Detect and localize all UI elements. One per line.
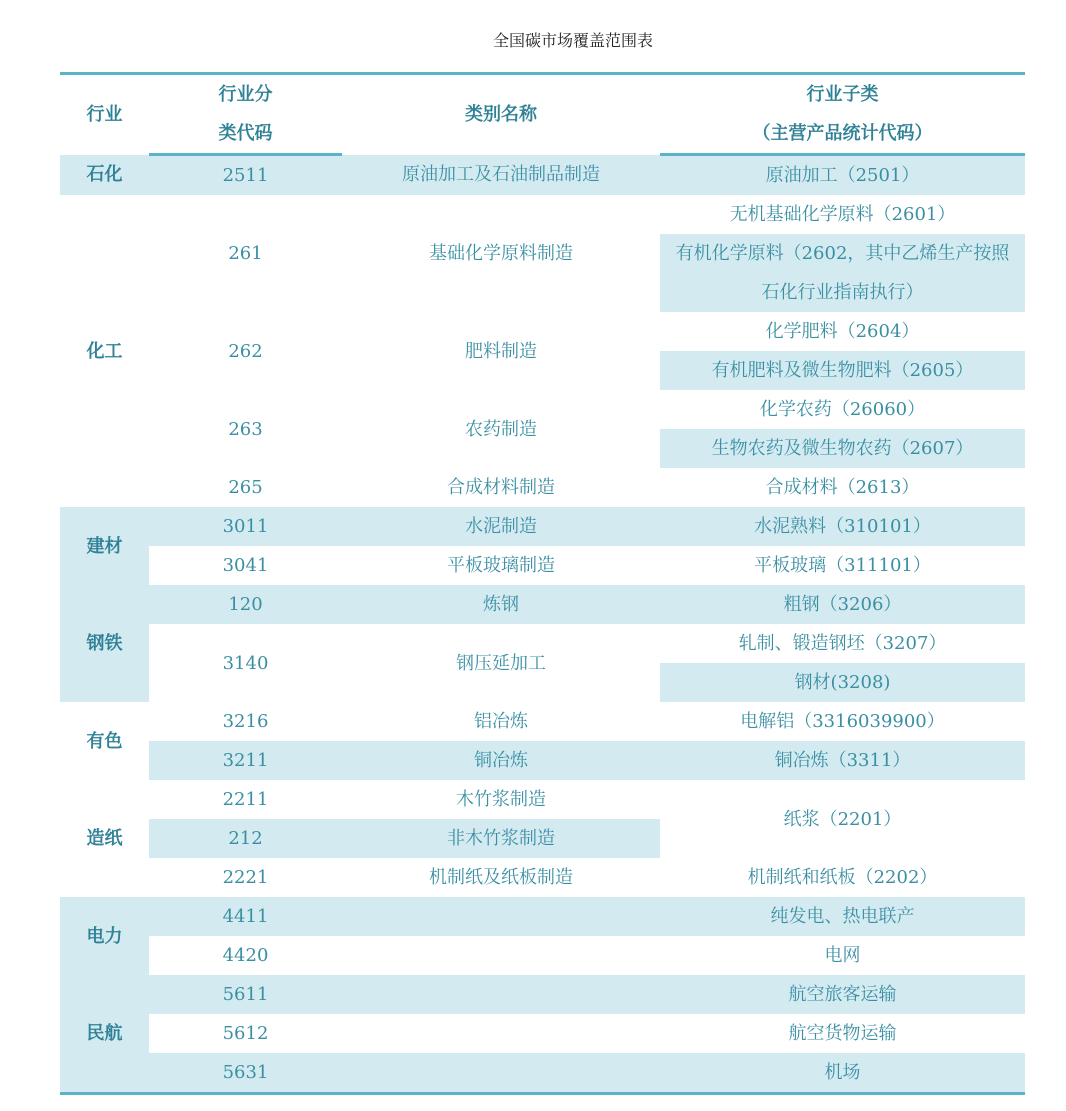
code-cell: 2221 <box>222 867 269 888</box>
coverage-table <box>60 72 1025 1095</box>
sub-cell: 有机肥料及微生物肥料（2605） <box>660 351 1025 390</box>
industry-cell: 有色 <box>86 730 123 752</box>
table-row <box>60 468 1025 507</box>
code-cell: 265 <box>228 477 263 498</box>
code-cell: 2511 <box>149 155 342 196</box>
category-cell: 非木竹浆制造 <box>342 819 660 858</box>
sub-cell: 电网 <box>824 945 861 966</box>
category-cell <box>342 1053 660 1094</box>
industry-cell: 造纸 <box>86 828 123 849</box>
table-row <box>60 897 1025 936</box>
header-sub-line2: （主营产品统计代码） <box>660 114 1025 155</box>
sub-cell: 粗钢（3206） <box>660 585 1025 624</box>
category-cell: 木竹浆制造 <box>456 789 546 810</box>
category-cell <box>342 975 660 1014</box>
industry-cell: 石化 <box>60 155 149 196</box>
category-cell: 平板玻璃制造 <box>447 555 555 576</box>
category-cell: 农药制造 <box>465 418 537 440</box>
code-cell: 5612 <box>222 1023 269 1044</box>
table-row <box>60 312 1025 351</box>
industry-cell: 钢铁 <box>60 585 149 702</box>
sub-cell: 航空旅客运输 <box>660 975 1025 1014</box>
code-cell: 4411 <box>149 897 342 936</box>
category-cell: 基础化学原料制造 <box>429 243 573 264</box>
code-cell: 3140 <box>222 652 269 674</box>
table-row <box>60 1053 1025 1094</box>
table-row <box>60 975 1025 1014</box>
sub-cell: 原油加工（2501） <box>660 155 1025 196</box>
sub-cell: 纸浆（2201） <box>783 808 902 830</box>
sub-cell: 纯发电、热电联产 <box>660 897 1025 936</box>
code-cell: 212 <box>149 819 342 858</box>
table-row <box>60 507 1025 546</box>
code-cell: 5631 <box>149 1053 342 1094</box>
table-row <box>60 780 1025 819</box>
code-cell: 5611 <box>149 975 342 1014</box>
industry-cell: 民航 <box>60 975 149 1094</box>
sub-cell: 生物农药及微生物农药（2607） <box>660 429 1025 468</box>
header-code-line2: 类代码 <box>149 114 342 155</box>
code-cell: 263 <box>228 418 263 440</box>
code-cell: 4420 <box>222 945 269 966</box>
category-cell: 钢压延加工 <box>456 652 546 674</box>
code-cell: 3211 <box>149 741 342 780</box>
table-row <box>60 702 1025 741</box>
sub-cell: 合成材料（2613） <box>765 477 920 498</box>
industry-cell: 化工 <box>86 340 123 362</box>
code-cell: 262 <box>228 340 263 362</box>
table-row <box>60 195 1025 234</box>
table-row <box>60 1014 1025 1053</box>
page-title: 全国碳市场覆盖范围表 <box>492 31 653 50</box>
sub-cell: 轧制、锻造钢坯（3207） <box>738 633 947 654</box>
sub-cell: 化学肥料（2604） <box>765 321 920 342</box>
table-row <box>60 936 1025 975</box>
code-cell: 261 <box>228 243 263 264</box>
category-cell: 铜冶炼 <box>342 741 660 780</box>
sub-cell: 机制纸和纸板（2202） <box>747 867 938 888</box>
header-industry: 行业 <box>86 104 123 126</box>
sub-cell: 平板玻璃（311101） <box>754 555 931 576</box>
industry-cell: 建材 <box>60 507 149 585</box>
header-category: 类别名称 <box>465 104 537 126</box>
header-code-line1: 行业分 <box>218 84 273 105</box>
sub-cell: 电解铝（3316039900） <box>740 711 945 732</box>
table-row <box>60 624 1025 663</box>
sub-cell: 无机基础化学原料（2601） <box>729 204 956 225</box>
sub-cell: 航空货物运输 <box>788 1023 897 1044</box>
category-cell: 合成材料制造 <box>447 477 555 498</box>
sub-cell: 水泥熟料（310101） <box>660 507 1025 546</box>
category-cell: 肥料制造 <box>465 340 537 362</box>
sub-cell: 铜冶炼（3311） <box>660 741 1025 780</box>
sub-cell: 钢材(3208) <box>660 663 1025 702</box>
category-cell: 水泥制造 <box>342 507 660 546</box>
code-cell: 2211 <box>222 789 269 810</box>
category-cell <box>342 1014 660 1053</box>
industry-cell: 电力 <box>60 897 149 975</box>
table-row <box>60 546 1025 585</box>
sub-cell: 有机化学原料（2602，其中乙烯生产按照 <box>660 234 1025 273</box>
sub-cell: 化学农药（26060） <box>759 399 926 420</box>
header-sub-line1: 行业子类 <box>806 84 879 105</box>
code-cell: 120 <box>149 585 342 624</box>
sub-cell: 机场 <box>660 1053 1025 1094</box>
table-row <box>60 390 1025 429</box>
code-cell: 3041 <box>222 555 269 576</box>
table-row <box>60 858 1025 897</box>
category-cell: 铝冶炼 <box>474 711 528 732</box>
code-cell: 3216 <box>222 711 269 732</box>
sub-cell: 石化行业指南执行） <box>660 273 1025 312</box>
category-cell: 炼钢 <box>342 585 660 624</box>
category-cell: 原油加工及石油制品制造 <box>342 155 660 196</box>
category-cell <box>342 936 660 975</box>
table-row <box>60 741 1025 780</box>
table-row <box>60 155 1025 196</box>
code-cell: 3011 <box>149 507 342 546</box>
category-cell <box>342 897 660 936</box>
category-cell: 机制纸及纸板制造 <box>429 867 573 888</box>
table-row <box>60 585 1025 624</box>
